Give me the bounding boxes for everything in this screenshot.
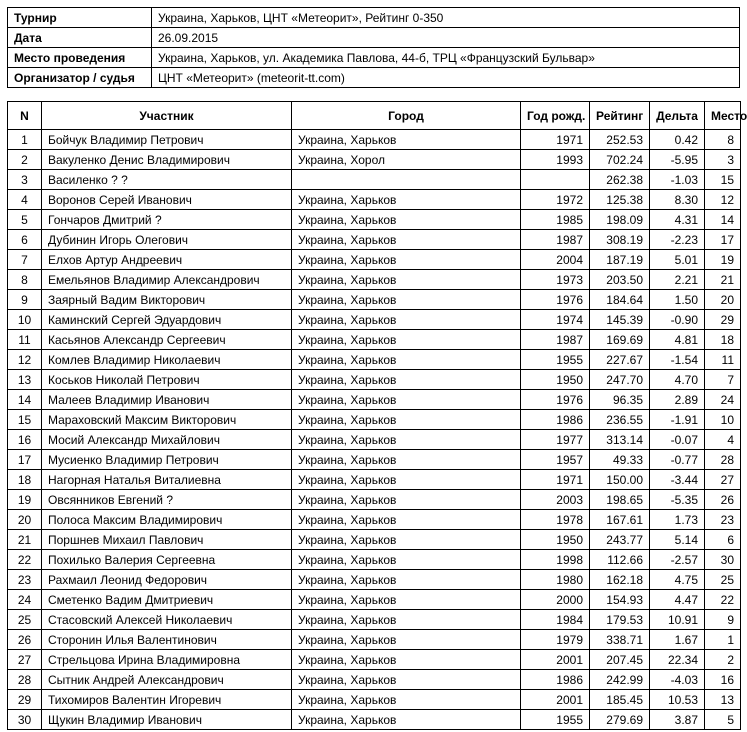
birth-year-cell: 1977 (521, 430, 590, 450)
city-cell: Украина, Харьков (292, 450, 521, 470)
birth-year-cell: 1984 (521, 610, 590, 630)
city-cell: Украина, Харьков (292, 630, 521, 650)
rating-cell: 184.64 (590, 290, 650, 310)
birth-year-cell: 1978 (521, 510, 590, 530)
row-number-cell: 28 (8, 670, 42, 690)
table-row (8, 450, 741, 470)
place-cell: 28 (705, 450, 741, 470)
rating-cell: 198.65 (590, 490, 650, 510)
city-cell: Украина, Харьков (292, 470, 521, 490)
city-cell: Украина, Харьков (292, 570, 521, 590)
table-row (8, 210, 741, 230)
info-label: Турнир (8, 8, 152, 28)
info-value: 26.09.2015 (152, 28, 740, 48)
participant-name-cell: Стасовский Алексей Николаевич (42, 610, 292, 630)
table-row (8, 230, 741, 250)
participant-name-cell: Василенко ? ? (42, 170, 292, 190)
table-row (8, 530, 741, 550)
place-cell: 6 (705, 530, 741, 550)
rating-cell: 207.45 (590, 650, 650, 670)
place-cell: 26 (705, 490, 741, 510)
delta-cell: 10.53 (650, 690, 705, 710)
rating-cell: 338.71 (590, 630, 650, 650)
participant-name-cell: Коськов Николай Петрович (42, 370, 292, 390)
participant-name-cell: Похилько Валерия Сергеевна (42, 550, 292, 570)
city-cell: Украина, Харьков (292, 410, 521, 430)
delta-cell: 8.30 (650, 190, 705, 210)
birth-year-cell (521, 170, 590, 190)
city-cell: Украина, Хорол (292, 150, 521, 170)
rating-cell: 185.45 (590, 690, 650, 710)
delta-cell: 5.01 (650, 250, 705, 270)
row-number-cell: 13 (8, 370, 42, 390)
row-number-cell: 12 (8, 350, 42, 370)
table-row (8, 430, 741, 450)
place-cell: 9 (705, 610, 741, 630)
place-cell: 15 (705, 170, 741, 190)
table-row (8, 330, 741, 350)
place-cell: 10 (705, 410, 741, 430)
delta-cell: -0.07 (650, 430, 705, 450)
delta-cell: 4.81 (650, 330, 705, 350)
info-value: Украина, Харьков, ул. Академика Павлова, 44-б, ТРЦ «Французский Бульвар» (152, 48, 740, 68)
rating-cell: 154.93 (590, 590, 650, 610)
participant-name-cell: Нагорная Наталья Виталиевна (42, 470, 292, 490)
delta-cell: 10.91 (650, 610, 705, 630)
place-cell: 13 (705, 690, 741, 710)
participant-name-cell: Сметенко Вадим Дмитриевич (42, 590, 292, 610)
place-cell: 14 (705, 210, 741, 230)
delta-cell: 0.42 (650, 130, 705, 150)
city-cell: Украина, Харьков (292, 350, 521, 370)
place-cell: 19 (705, 250, 741, 270)
table-row (8, 510, 741, 530)
rating-cell: 162.18 (590, 570, 650, 590)
city-cell: Украина, Харьков (292, 310, 521, 330)
delta-cell: -4.03 (650, 670, 705, 690)
table-row (8, 490, 741, 510)
delta-cell: 2.89 (650, 390, 705, 410)
birth-year-cell: 1971 (521, 130, 590, 150)
participant-name-cell: Сторонин Илья Валентинович (42, 630, 292, 650)
participant-name-cell: Дубинин Игорь Олегович (42, 230, 292, 250)
participant-name-cell: Воронов Серей Иванович (42, 190, 292, 210)
delta-cell: -1.91 (650, 410, 705, 430)
table-row (8, 550, 741, 570)
rating-cell: 243.77 (590, 530, 650, 550)
participant-name-cell: Елхов Артур Андреевич (42, 250, 292, 270)
place-cell: 12 (705, 190, 741, 210)
birth-year-cell: 2004 (521, 250, 590, 270)
place-cell: 22 (705, 590, 741, 610)
place-cell: 29 (705, 310, 741, 330)
city-cell: Украина, Харьков (292, 210, 521, 230)
rating-cell: 262.38 (590, 170, 650, 190)
birth-year-cell: 1987 (521, 230, 590, 250)
participant-name-cell: Овсянников Евгений ? (42, 490, 292, 510)
birth-year-cell: 1955 (521, 350, 590, 370)
birth-year-cell: 1955 (521, 710, 590, 730)
rating-cell: 125.38 (590, 190, 650, 210)
row-number-cell: 7 (8, 250, 42, 270)
city-cell: Украина, Харьков (292, 270, 521, 290)
row-number-cell: 14 (8, 390, 42, 410)
participant-name-cell: Полоса Максим Владимирович (42, 510, 292, 530)
col-delta-header: Дельта (650, 102, 705, 130)
city-cell: Украина, Харьков (292, 250, 521, 270)
info-label: Место проведения (8, 48, 152, 68)
place-cell: 30 (705, 550, 741, 570)
row-number-cell: 25 (8, 610, 42, 630)
participant-name-cell: Щукин Владимир Иванович (42, 710, 292, 730)
birth-year-cell: 2000 (521, 590, 590, 610)
row-number-cell: 29 (8, 690, 42, 710)
row-number-cell: 6 (8, 230, 42, 250)
participant-name-cell: Сытник Андрей Александрович (42, 670, 292, 690)
rating-cell: 169.69 (590, 330, 650, 350)
row-number-cell: 16 (8, 430, 42, 450)
place-cell: 4 (705, 430, 741, 450)
birth-year-cell: 1957 (521, 450, 590, 470)
city-cell (292, 170, 521, 190)
place-cell: 21 (705, 270, 741, 290)
delta-cell: -5.35 (650, 490, 705, 510)
rating-cell: 203.50 (590, 270, 650, 290)
rating-cell: 112.66 (590, 550, 650, 570)
info-row (8, 48, 740, 68)
delta-cell: -0.77 (650, 450, 705, 470)
participant-name-cell: Поршнев Михаил Павлович (42, 530, 292, 550)
info-label: Дата (8, 28, 152, 48)
city-cell: Украина, Харьков (292, 670, 521, 690)
info-value: Украина, Харьков, ЦНТ «Метеорит», Рейтинг 0-350 (152, 8, 740, 28)
city-cell: Украина, Харьков (292, 690, 521, 710)
row-number-cell: 4 (8, 190, 42, 210)
table-row (8, 710, 741, 730)
rating-cell: 150.00 (590, 470, 650, 490)
place-cell: 16 (705, 670, 741, 690)
rating-cell: 702.24 (590, 150, 650, 170)
info-row (8, 8, 740, 28)
place-cell: 1 (705, 630, 741, 650)
row-number-cell: 21 (8, 530, 42, 550)
col-city-header: Город (292, 102, 521, 130)
results-table (7, 101, 747, 730)
rating-cell: 279.69 (590, 710, 650, 730)
city-cell: Украина, Харьков (292, 430, 521, 450)
birth-year-cell: 2003 (521, 490, 590, 510)
rating-cell: 167.61 (590, 510, 650, 530)
table-row (8, 350, 741, 370)
rating-cell: 242.99 (590, 670, 650, 690)
delta-cell: 1.50 (650, 290, 705, 310)
delta-cell: 22.34 (650, 650, 705, 670)
table-row (8, 410, 741, 430)
info-value: ЦНТ «Метеорит» (meteorit-tt.com) (152, 68, 740, 88)
row-number-cell: 10 (8, 310, 42, 330)
city-cell: Украина, Харьков (292, 610, 521, 630)
participant-name-cell: Малеев Владимир Иванович (42, 390, 292, 410)
place-cell: 25 (705, 570, 741, 590)
info-row (8, 68, 740, 88)
city-cell: Украина, Харьков (292, 710, 521, 730)
city-cell: Украина, Харьков (292, 650, 521, 670)
row-number-cell: 5 (8, 210, 42, 230)
delta-cell: 4.70 (650, 370, 705, 390)
delta-cell: 4.47 (650, 590, 705, 610)
row-number-cell: 19 (8, 490, 42, 510)
birth-year-cell: 1950 (521, 530, 590, 550)
rating-cell: 252.53 (590, 130, 650, 150)
delta-cell: 5.14 (650, 530, 705, 550)
participant-name-cell: Рахмаил Леонид Федорович (42, 570, 292, 590)
birth-year-cell: 1973 (521, 270, 590, 290)
row-number-cell: 20 (8, 510, 42, 530)
participant-name-cell: Гончаров Дмитрий ? (42, 210, 292, 230)
birth-year-cell: 1986 (521, 670, 590, 690)
table-row (8, 610, 741, 630)
row-number-cell: 2 (8, 150, 42, 170)
birth-year-cell: 2001 (521, 650, 590, 670)
table-row (8, 390, 741, 410)
participant-name-cell: Стрельцова Ирина Владимировна (42, 650, 292, 670)
birth-year-cell: 1986 (521, 410, 590, 430)
place-cell: 20 (705, 290, 741, 310)
participant-name-cell: Касьянов Александр Сергеевич (42, 330, 292, 350)
table-row (8, 290, 741, 310)
delta-cell: -1.54 (650, 350, 705, 370)
tournament-info-table (7, 7, 740, 88)
row-number-cell: 23 (8, 570, 42, 590)
city-cell: Украина, Харьков (292, 370, 521, 390)
city-cell: Украина, Харьков (292, 530, 521, 550)
delta-cell: -2.23 (650, 230, 705, 250)
table-row (8, 370, 741, 390)
col-birth-year-header: Год рожд. (521, 102, 590, 130)
rating-cell: 227.67 (590, 350, 650, 370)
birth-year-cell: 1980 (521, 570, 590, 590)
info-row (8, 28, 740, 48)
city-cell: Украина, Харьков (292, 230, 521, 250)
city-cell: Украина, Харьков (292, 390, 521, 410)
col-n-header: N (8, 102, 42, 130)
birth-year-cell: 1987 (521, 330, 590, 350)
rating-cell: 49.33 (590, 450, 650, 470)
city-cell: Украина, Харьков (292, 290, 521, 310)
participant-name-cell: Бойчук Владимир Петрович (42, 130, 292, 150)
participant-name-cell: Заярный Вадим Викторович (42, 290, 292, 310)
delta-cell: 2.21 (650, 270, 705, 290)
birth-year-cell: 1950 (521, 370, 590, 390)
table-row (8, 130, 741, 150)
row-number-cell: 8 (8, 270, 42, 290)
table-row (8, 170, 741, 190)
row-number-cell: 17 (8, 450, 42, 470)
table-row (8, 570, 741, 590)
results-header-row (8, 102, 741, 130)
col-place-header: Место (705, 102, 741, 130)
delta-cell: 3.87 (650, 710, 705, 730)
participant-name-cell: Мараховский Максим Викторович (42, 410, 292, 430)
row-number-cell: 11 (8, 330, 42, 350)
info-label: Организатор / судья (8, 68, 152, 88)
participant-name-cell: Каминский Сергей Эдуардович (42, 310, 292, 330)
delta-cell: -0.90 (650, 310, 705, 330)
place-cell: 17 (705, 230, 741, 250)
row-number-cell: 18 (8, 470, 42, 490)
rating-cell: 187.19 (590, 250, 650, 270)
table-row (8, 270, 741, 290)
rating-cell: 308.19 (590, 230, 650, 250)
delta-cell: -1.03 (650, 170, 705, 190)
place-cell: 27 (705, 470, 741, 490)
birth-year-cell: 1976 (521, 290, 590, 310)
delta-cell: -5.95 (650, 150, 705, 170)
city-cell: Украина, Харьков (292, 130, 521, 150)
participant-name-cell: Тихомиров Валентин Игоревич (42, 690, 292, 710)
row-number-cell: 30 (8, 710, 42, 730)
place-cell: 8 (705, 130, 741, 150)
rating-cell: 313.14 (590, 430, 650, 450)
participant-name-cell: Мосий Александр Михайлович (42, 430, 292, 450)
table-row (8, 190, 741, 210)
birth-year-cell: 1993 (521, 150, 590, 170)
row-number-cell: 1 (8, 130, 42, 150)
city-cell: Украина, Харьков (292, 490, 521, 510)
place-cell: 2 (705, 650, 741, 670)
rating-cell: 96.35 (590, 390, 650, 410)
table-row (8, 650, 741, 670)
table-row (8, 630, 741, 650)
delta-cell: 1.67 (650, 630, 705, 650)
table-row (8, 250, 741, 270)
table-row (8, 690, 741, 710)
place-cell: 23 (705, 510, 741, 530)
row-number-cell: 27 (8, 650, 42, 670)
birth-year-cell: 1974 (521, 310, 590, 330)
row-number-cell: 3 (8, 170, 42, 190)
delta-cell: -3.44 (650, 470, 705, 490)
row-number-cell: 22 (8, 550, 42, 570)
place-cell: 5 (705, 710, 741, 730)
birth-year-cell: 1972 (521, 190, 590, 210)
place-cell: 11 (705, 350, 741, 370)
table-row (8, 310, 741, 330)
place-cell: 7 (705, 370, 741, 390)
rating-cell: 145.39 (590, 310, 650, 330)
place-cell: 3 (705, 150, 741, 170)
city-cell: Украина, Харьков (292, 510, 521, 530)
birth-year-cell: 1971 (521, 470, 590, 490)
birth-year-cell: 1998 (521, 550, 590, 570)
city-cell: Украина, Харьков (292, 590, 521, 610)
row-number-cell: 15 (8, 410, 42, 430)
table-row (8, 670, 741, 690)
place-cell: 18 (705, 330, 741, 350)
table-row (8, 470, 741, 490)
col-rating-header: Рейтинг (590, 102, 650, 130)
participant-name-cell: Мусиенко Владимир Петрович (42, 450, 292, 470)
rating-cell: 198.09 (590, 210, 650, 230)
birth-year-cell: 1976 (521, 390, 590, 410)
participant-name-cell: Емельянов Владимир Александрович (42, 270, 292, 290)
row-number-cell: 9 (8, 290, 42, 310)
rating-cell: 247.70 (590, 370, 650, 390)
col-participant-header: Участник (42, 102, 292, 130)
city-cell: Украина, Харьков (292, 190, 521, 210)
participant-name-cell: Вакуленко Денис Владимирович (42, 150, 292, 170)
city-cell: Украина, Харьков (292, 330, 521, 350)
rating-cell: 236.55 (590, 410, 650, 430)
table-row (8, 590, 741, 610)
delta-cell: 4.31 (650, 210, 705, 230)
delta-cell: 4.75 (650, 570, 705, 590)
place-cell: 24 (705, 390, 741, 410)
birth-year-cell: 2001 (521, 690, 590, 710)
row-number-cell: 24 (8, 590, 42, 610)
row-number-cell: 26 (8, 630, 42, 650)
delta-cell: -2.57 (650, 550, 705, 570)
city-cell: Украина, Харьков (292, 550, 521, 570)
table-row (8, 150, 741, 170)
participant-name-cell: Комлев Владимир Николаевич (42, 350, 292, 370)
birth-year-cell: 1985 (521, 210, 590, 230)
rating-cell: 179.53 (590, 610, 650, 630)
birth-year-cell: 1979 (521, 630, 590, 650)
delta-cell: 1.73 (650, 510, 705, 530)
